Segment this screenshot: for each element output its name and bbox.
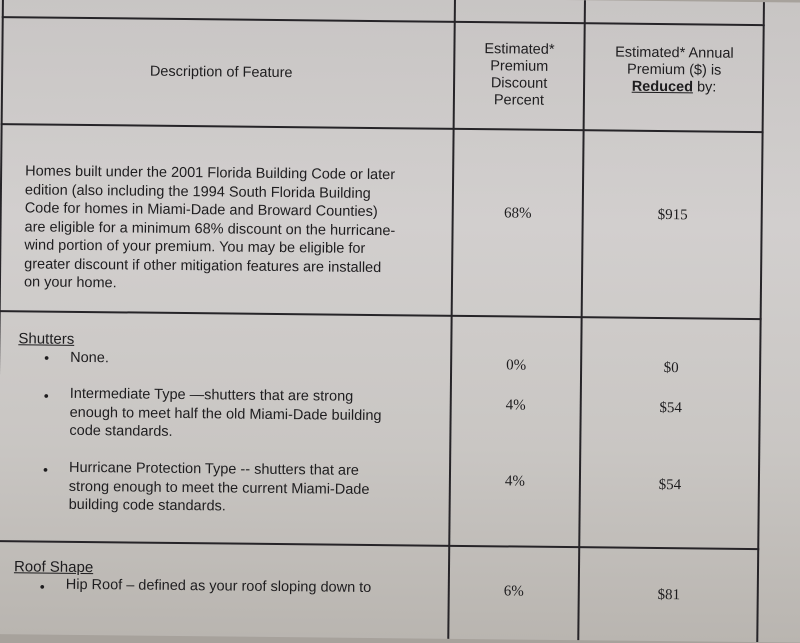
header-discount-line-4: Percent <box>493 92 544 109</box>
header-annual-line-3 <box>585 78 763 97</box>
header-annual-line-2: Premium ($) is <box>627 61 722 79</box>
table-border-right <box>756 2 765 642</box>
bullet-icon: • <box>43 387 49 404</box>
row-divider-header <box>1 123 764 133</box>
building-code-amount: $915 <box>657 206 688 224</box>
header-description-label: Description of Feature <box>149 63 293 82</box>
text-line: Hurricane Protection Type -- shutters that are <box>68 459 359 479</box>
roof-hip-amount: $81 <box>657 587 681 604</box>
text-line: wind portion of your premium. You may be eligible for <box>24 237 366 257</box>
text-line: Homes built under the 2001 Florida Building Code or later <box>25 163 396 184</box>
text-line: on your home. <box>23 274 117 292</box>
bullet-icon: • <box>44 349 50 366</box>
text-line: None. <box>70 349 109 367</box>
header-annual-by: by: <box>696 79 717 96</box>
text-line: are eligible for a minimum 68% discount on the hurricane- <box>24 218 396 239</box>
header-discount-line-1: Estimated* <box>484 41 555 58</box>
shutters-item-none <box>70 349 440 371</box>
header-discount-line-3: Discount <box>490 75 548 92</box>
roof-item-hip <box>66 576 446 598</box>
row-divider-shutters <box>0 540 759 550</box>
text-line: code standards. <box>69 422 173 440</box>
shutters-none-amount: $0 <box>663 360 679 377</box>
header-annual-reduced: Reduced <box>631 78 694 96</box>
building-code-percent: 68% <box>503 205 532 222</box>
row-divider-top <box>2 16 765 26</box>
header-annual-line-1: Estimated* Annual <box>615 44 734 62</box>
shutters-item-hurricane <box>69 459 445 518</box>
shutters-item-intermediate <box>69 385 445 444</box>
header-discount <box>455 41 584 110</box>
text-line: Code for homes in Miami-Dade and Broward Counties) <box>24 200 378 221</box>
section-title-shutters: Shutters <box>18 330 75 348</box>
text-line: edition (also including the 1994 South Florida Building <box>24 181 371 202</box>
shutters-none-percent: 0% <box>506 357 527 374</box>
bullet-icon: • <box>42 461 49 478</box>
table-border-left <box>0 0 4 634</box>
shutters-intermediate-percent: 4% <box>505 397 526 414</box>
header-discount-line-2: Premium <box>490 58 549 75</box>
row-divider-building-code <box>0 310 762 320</box>
text-line: Hip Roof – defined as your roof sloping down to <box>65 576 372 597</box>
header-description <box>51 63 391 84</box>
header-annual <box>585 44 764 97</box>
shutters-intermediate-amount: $54 <box>659 400 683 417</box>
section-title-roof-shape: Roof Shape <box>13 558 94 577</box>
text-line: greater discount if other mitigation features are installed <box>24 255 382 276</box>
text-line: enough to meet half the old Miami-Dade building <box>69 404 382 424</box>
text-line: strong enough to meet the current Miami-Dade <box>68 478 370 498</box>
shutters-hurricane-percent: 4% <box>504 473 526 490</box>
bullet-icon: • <box>39 578 45 595</box>
building-code-description <box>24 162 450 296</box>
text-line: building code standards. <box>68 496 226 515</box>
roof-hip-percent: 6% <box>503 583 524 600</box>
shutters-hurricane-amount: $54 <box>658 477 682 494</box>
text-line: Intermediate Type —shutters that are strong <box>69 385 354 405</box>
